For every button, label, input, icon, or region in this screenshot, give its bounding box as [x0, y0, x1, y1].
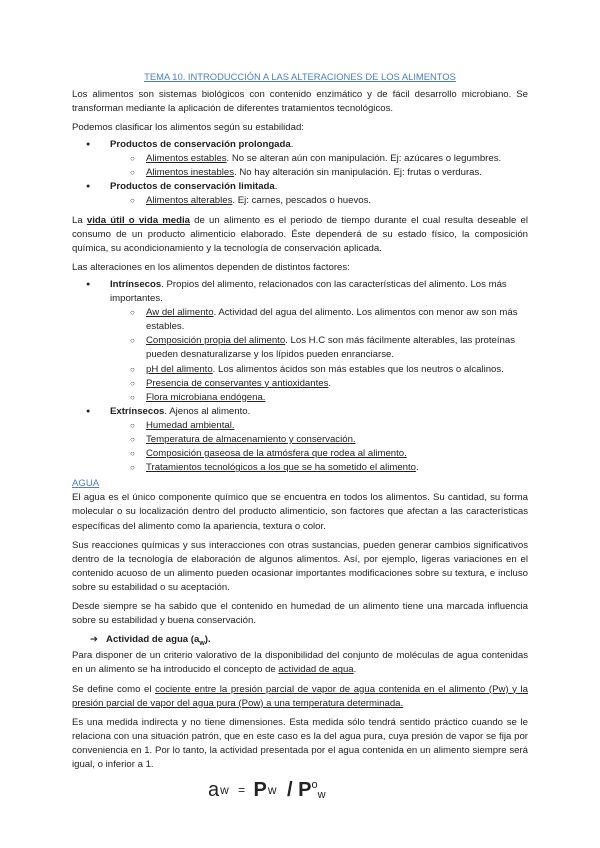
list-item	[72, 405, 528, 475]
gas-term: Composición gaseosa de la atmósfera que rodea al alimento.	[146, 448, 407, 460]
extrinsic-text: . Ajenos al alimento.	[164, 405, 251, 417]
intrinsic-text: . Propios del alimento, relacionados con las características del alimento. Los más importantes.	[110, 278, 507, 305]
p4-pre: Para disponer de un criterio valorativo de la disponibilidad del conjunto de moléculas de agua contenidas en un alimento se ha introducido el concepto de	[72, 650, 528, 676]
p5-pre: Se define como el	[72, 683, 156, 695]
formula-p2-sup: o	[311, 779, 318, 792]
arrow-icon: ➔	[90, 634, 99, 646]
intrinsic-sublist	[130, 306, 528, 405]
unstable-term: Alimentos inestables	[146, 167, 234, 179]
shelf-life-term: vida útil o vida media	[86, 214, 190, 226]
composition-text: . Los H.C son más fácilmente alterables, las proteínas pueden desnaturalizarse y los lípidos pueden enranciarse.	[146, 335, 516, 361]
formula-p2: P	[298, 779, 312, 802]
list-item	[130, 461, 528, 475]
ph-text: . Los alimentos ácidos son más estables que los neutros o alcalinos.	[212, 363, 504, 375]
ph-term: pH del alimento	[146, 363, 213, 375]
punctuation: .	[274, 181, 278, 193]
stable-term: Alimentos estables	[146, 153, 227, 165]
section-heading-agua: AGUA	[72, 478, 100, 490]
temperature-term: Temperatura de almacenamiento y conservación.	[146, 433, 356, 445]
stability-list	[72, 138, 528, 208]
alterable-text: . Ej: carnes, pescados o huevos.	[232, 195, 372, 207]
page-title: TEMA 10. INTRODUCCIÓN A LAS ALTERACIONES DE LOS ALIMENTOS	[144, 71, 456, 82]
humidity-term: Humedad ambiental.	[146, 419, 235, 431]
water-activity-formula	[72, 778, 528, 802]
prolonged-sublist	[130, 152, 528, 180]
intrinsic-label: Intrínsecos	[110, 278, 162, 290]
limited-sublist	[130, 194, 528, 208]
punctuation: .	[353, 664, 357, 676]
list-item	[130, 433, 528, 447]
formula-p2-sub: w	[317, 789, 326, 802]
preservatives-term: Presencia de conservantes y antioxidantes	[146, 377, 329, 389]
flora-term: Flora microbiana endógena.	[146, 391, 266, 403]
formula-equals: =	[234, 783, 249, 798]
unstable-text: . No hay alteración sin manipulación. Ej: frutas o verduras.	[234, 167, 482, 179]
alterable-term: Alimentos alterables	[146, 195, 233, 207]
prolonged-label: Productos de conservación prolongada	[110, 139, 291, 151]
list-item	[130, 447, 528, 461]
list-item	[130, 419, 528, 433]
list-item	[72, 278, 528, 405]
stable-text: . No se alteran aún con manipulación. Ej: azúcares o legumbres.	[226, 153, 502, 165]
punctuation: .	[290, 139, 294, 151]
p5-term: cociente entre la presión parcial de vapor de agua contenida en el alimento (Pw) y la presión parcial de vapor del agua pura (Pow) a una temperatura determinada.	[72, 683, 528, 709]
list-item	[72, 138, 528, 180]
punctuation: .	[328, 377, 332, 389]
factors-intro: Las alteraciones en los alimentos dependen de distintos factores:	[72, 261, 350, 273]
limited-label: Productos de conservación limitada	[110, 181, 275, 193]
formula-p-sub: w	[267, 783, 277, 798]
water-paragraph-3: Desde siempre se ha sabido que el contenido en humedad de un alimento tiene una marcada influencia sobre su estabilidad y buena conservación.	[72, 601, 528, 627]
formula-p: P	[253, 779, 267, 802]
aw-text: . Actividad del agua del alimento. Los alimentos con menor aw son más estables.	[146, 307, 518, 333]
punctuation: .	[416, 462, 419, 474]
shelf-life-paragraph	[72, 214, 528, 256]
list-item	[130, 363, 528, 377]
list-item	[130, 152, 528, 166]
intro-paragraph: Los alimentos son sistemas biológicos con contenido enzimático y de fácil desarrollo microbiano. Se transforman mediante la aplicación de diferentes tratamientos tecnológicos.	[72, 88, 528, 114]
treatments-term: Tratamientos tecnológicos a los que se ha sometido el alimento	[146, 462, 417, 474]
formula-a-sub: w	[220, 783, 229, 798]
activity-end: ).	[204, 634, 211, 646]
list-item	[130, 391, 528, 405]
activity-sub: w	[199, 640, 205, 648]
water-paragraph-6: Es una medida indirecta y no tiene dimensiones. Esta medida sólo tendrá sentido práctico cuando se le relaciona con una situación patrón, que en este caso es la del agua pura, cuya presión de vapor se fija por conveniencia en 1. Por lo tanto, la actividad presentada por el agua contenida en un alimento siempre será igual, o inferior a 1.	[72, 716, 528, 771]
factors-list	[72, 278, 528, 475]
aw-term: Aw del alimento	[146, 307, 214, 319]
list-item	[130, 334, 528, 362]
formula-a: a	[208, 779, 220, 802]
activity-heading	[72, 633, 528, 649]
extrinsic-label: Extrínsecos	[110, 405, 165, 417]
water-paragraph-2: Sus reacciones químicas y sus interacciones con otras sustancias, pueden generar cambios significativos dentro de la tecnología de elaboración de algunos alimentos. Así, por ejemplo, ligeras variaciones en el contenido acuoso de un alimento pueden ocasionar importantes modificaciones sobre su textura, e incluso sobre su estabilidad o su aceptación.	[72, 539, 528, 593]
composition-term: Composición propia del alimento	[146, 335, 286, 347]
water-paragraph-5	[72, 683, 528, 711]
shelf-life-post: de un alimento es el periodo de tiempo durante el cual resulta deseable el consumo de un producto alimenticio elaborado. Éste dependerá de su estado físico, la composición química, su acondicionamiento y la tecnología de conservación aplicada.	[72, 214, 528, 254]
water-paragraph-1: El agua es el único componente químico que se encuentra en todos los alimentos. Su cantidad, su forma molecular o su localización dentro del producto alimenticio, son factores que afectan a las características específicas del alimento como la apariencia, textura o color.	[72, 492, 528, 532]
shelf-life-pre: La	[72, 214, 87, 226]
list-item	[130, 306, 528, 334]
p4-term: actividad de agua	[278, 664, 354, 676]
list-item	[72, 180, 528, 208]
extrinsic-sublist	[130, 419, 528, 475]
classify-intro: Podemos clasificar los alimentos según su estabilidad:	[72, 122, 304, 133]
list-item	[130, 377, 528, 391]
activity-label: Actividad de agua (a	[106, 634, 200, 646]
list-item	[130, 166, 528, 180]
formula-slash: /	[281, 779, 299, 802]
list-item	[130, 194, 528, 208]
water-paragraph-4	[72, 649, 528, 677]
